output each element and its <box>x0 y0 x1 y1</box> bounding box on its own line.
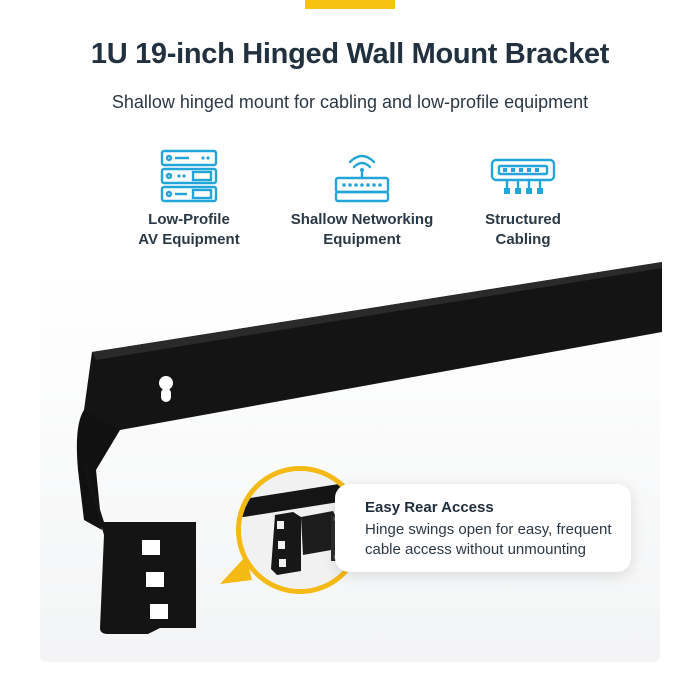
feature-label: Structured Cabling <box>485 211 561 248</box>
callout-card <box>335 484 631 572</box>
callout-title: Easy Rear Access <box>365 499 494 516</box>
callout-body: Hinge swings open for easy, frequent cable access without unmounting <box>365 521 612 558</box>
callout-pointer-icon <box>216 550 256 590</box>
page-subtitle: Shallow hinged mount for cabling and low-profile equipment <box>111 92 589 112</box>
feature-label: Shallow Networking Equipment <box>290 211 434 248</box>
page-title: 1U 19-inch Hinged Wall Mount Bracket <box>90 38 610 70</box>
feature-label: Low-Profile AV Equipment <box>138 211 240 248</box>
